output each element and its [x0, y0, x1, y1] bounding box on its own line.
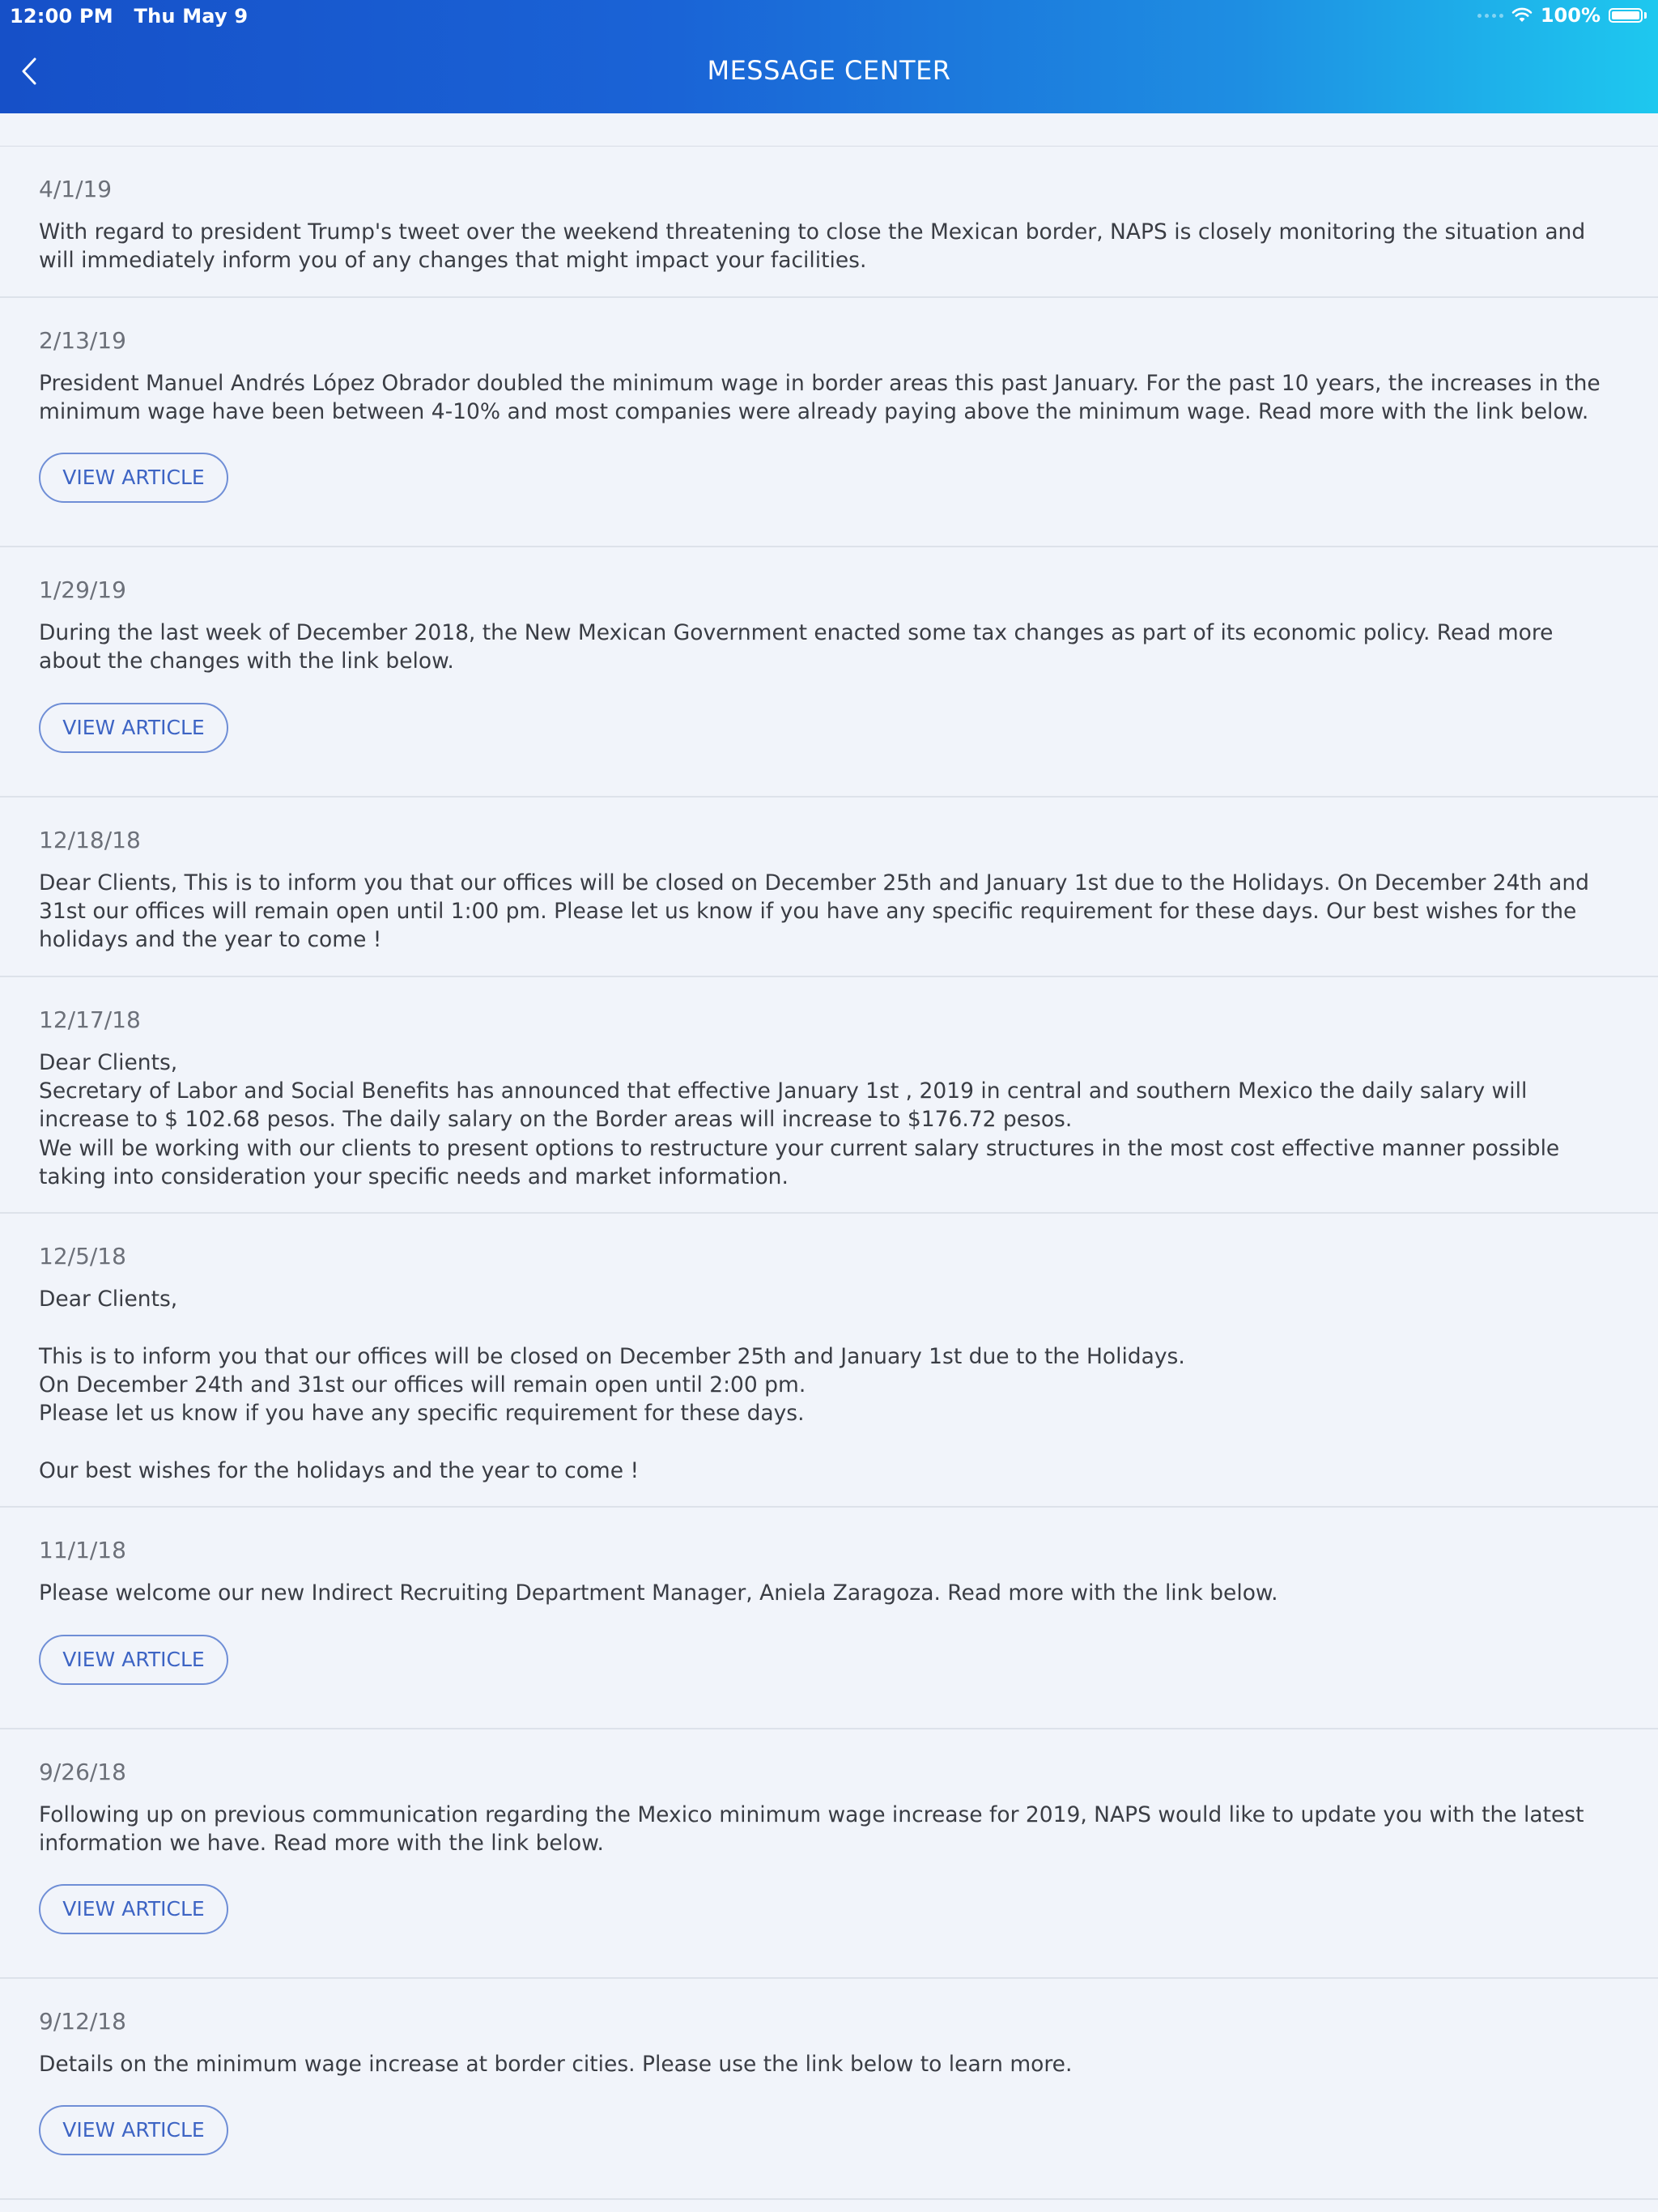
- message-body: With regard to president Trump's tweet over the weekend threatening to close the Mexican border, NAPS is closely monitoring the situation and will immediately inform you of any changes that might impact your facilities.: [39, 219, 1586, 274]
- message-date: 12/18/18: [39, 826, 141, 853]
- message-date: 9/26/18: [39, 1758, 126, 1785]
- wifi-icon: [1511, 7, 1533, 23]
- status-time: 12:00 PM: [10, 5, 113, 28]
- message-date: 4/1/19: [39, 176, 113, 202]
- message-date: 9/12/18: [39, 2008, 126, 2035]
- battery-percent: 100%: [1540, 4, 1601, 27]
- view-article-button[interactable]: VIEW ARTICLE: [39, 1635, 228, 1685]
- message-item: [0, 798, 1658, 977]
- list-top-spacer: [0, 113, 1658, 147]
- message-body: Please welcome our new Indirect Recruiting Department Manager, Aniela Zaragoza. Read more with the link below.: [39, 1580, 1278, 1606]
- message-date: 2/13/19: [39, 326, 126, 354]
- message-body: Dear Clients, This is to inform you that our offices will be closed on December 25th and January 1st due to the Holidays. On December 24th and 31st our offices will remain open until 2:00 pm. Please let us know if you have any specific requirement for these days. Our best wishes for the holidays and the year to come !: [39, 1287, 1185, 1483]
- message-list: [0, 147, 1658, 2200]
- page-title: MESSAGE CENTER: [707, 55, 951, 86]
- message-body: Following up on previous communication regarding the Mexico minimum wage increase for 2019, NAPS would like to update you with the latest information we have. Read more with the link below.: [39, 1802, 1584, 1856]
- message-item: [0, 298, 1658, 548]
- message-date: 12/5/18: [39, 1243, 126, 1270]
- message-item: [0, 1214, 1658, 1508]
- message-item: [0, 977, 1658, 1214]
- view-article-button[interactable]: VIEW ARTICLE: [39, 703, 228, 753]
- message-body: Dear Clients, Secretary of Labor and Social Benefits has announced that effective January 1st , 2019 in central and southern Mexico the daily salary will increase to $ 102.68 pesos. The daily salary on the Border areas will increase to $176.72 pesos. We will be working with our clients to present options to restructure your current salary structures in the most cost effective manner possible taking into consideration your specific needs and market information.: [39, 1049, 1560, 1189]
- message-body: During the last week of December 2018, the New Mexican Government enacted some tax changes as part of its economic policy. Read more about the changes with the link below.: [39, 620, 1554, 674]
- view-article-button[interactable]: VIEW ARTICLE: [39, 1884, 228, 1934]
- view-article-button[interactable]: VIEW ARTICLE: [39, 453, 228, 503]
- message-item: [0, 547, 1658, 798]
- message-date: 11/1/18: [39, 1537, 126, 1564]
- message-date: 1/29/19: [39, 576, 126, 604]
- message-item: [0, 1979, 1658, 2200]
- message-item: [0, 147, 1658, 298]
- message-date: 12/17/18: [39, 1006, 141, 1033]
- message-item: [0, 1729, 1658, 1980]
- message-body: Dear Clients, This is to inform you that our offices will be closed on December 25th and January 1st due to the Holidays. On December 24th and 31st our offices will remain open until 1:00 pm. Please let us know if you have any specific requirement for these days. Our best wishes for the holidays and the year to come !: [39, 870, 1589, 953]
- status-bar-time: [10, 5, 248, 28]
- message-item: [0, 1508, 1658, 1729]
- status-bar-right: [1477, 3, 1647, 28]
- view-article-button[interactable]: VIEW ARTICLE: [39, 2105, 228, 2155]
- status-date: Thu May 9: [134, 5, 249, 28]
- header-bar: [0, 0, 1658, 113]
- signal-dots-icon: [1477, 14, 1503, 18]
- message-body: President Manuel Andrés López Obrador doubled the minimum wage in border areas this past January. For the past 10 years, the increases in the minimum wage have been between 4-10% and most companies were already paying above the minimum wage. Read more with the link below.: [39, 370, 1601, 424]
- battery-icon: [1609, 8, 1647, 23]
- message-body: Details on the minimum wage increase at border cities. Please use the link below to learn more.: [39, 2052, 1073, 2078]
